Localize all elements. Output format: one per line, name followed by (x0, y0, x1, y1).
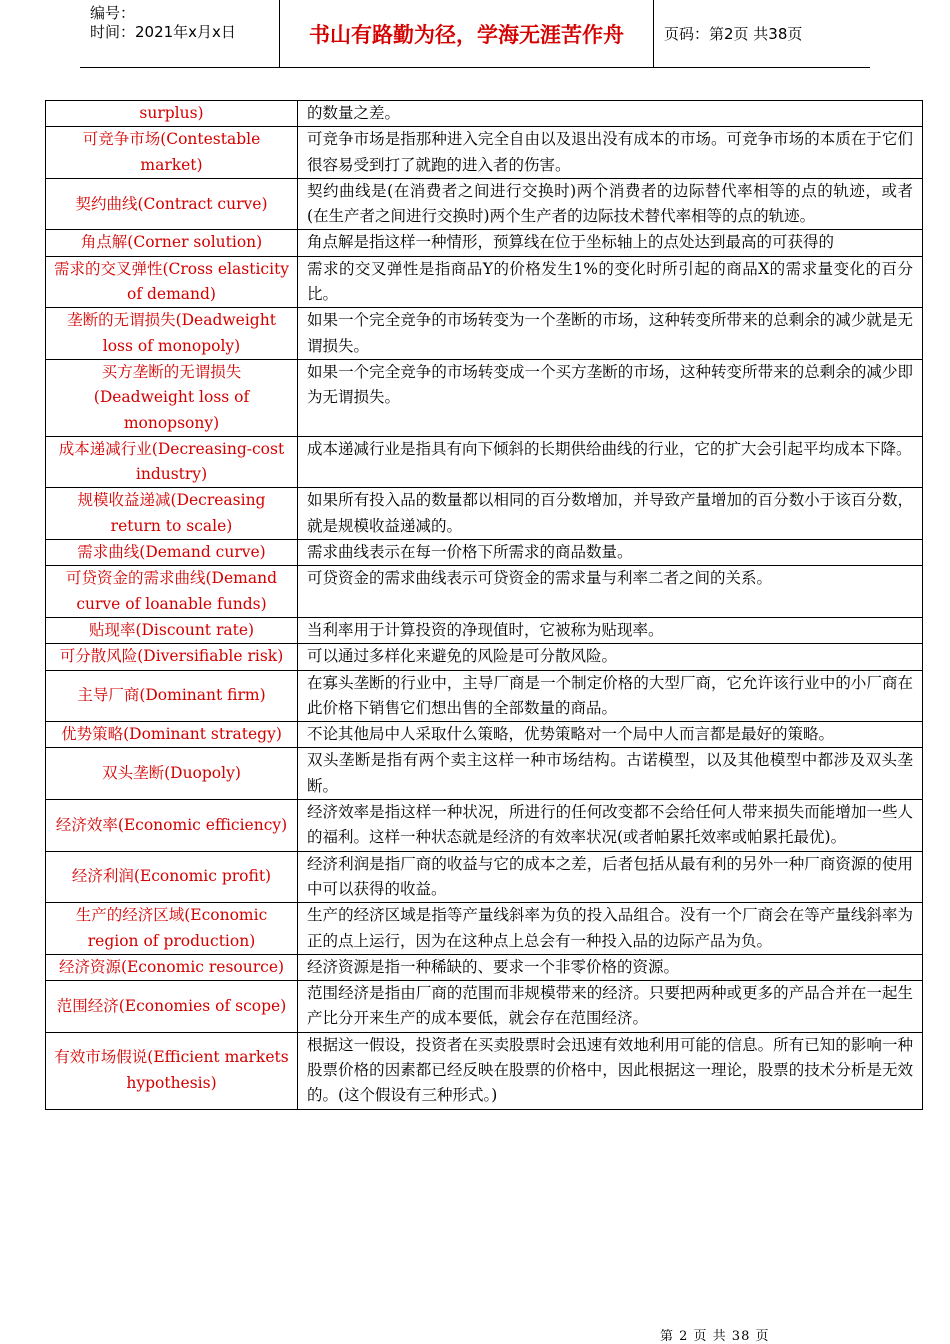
table-row (46, 981, 923, 1033)
header-motto: 书山有路勤为径，学海无涯苦作舟 (280, 0, 654, 67)
glossary-term: 生产的经济区域(Economic region of production) (46, 903, 298, 955)
table-row (46, 1032, 923, 1109)
header-meta (80, 0, 280, 67)
table-row (46, 670, 923, 722)
glossary-definition: 可竞争市场是指那种进入完全自由以及退出没有成本的市场。可竞争市场的本质在于它们很容易受到打了就跑的进入者的伤害。 (298, 127, 923, 179)
glossary-term: 可竞争市场(Contestable market) (46, 127, 298, 179)
glossary-term: 主导厂商(Dominant firm) (46, 670, 298, 722)
glossary-definition: 双头垄断是指有两个卖主这样一种市场结构。古诺模型，以及其他模型中都涉及双头垄断。 (298, 748, 923, 800)
table-row (46, 748, 923, 800)
glossary-definition: 角点解是指这样一种情形，预算线在位于坐标轴上的点处达到最高的可获得的 (298, 230, 923, 256)
page-header (80, 0, 870, 68)
glossary-definition: 经济资源是指一种稀缺的、要求一个非零价格的资源。 (298, 954, 923, 980)
table-row (46, 101, 923, 127)
glossary-definition: 成本递减行业是指具有向下倾斜的长期供给曲线的行业，它的扩大会引起平均成本下降。 (298, 436, 923, 488)
glossary-definition: 生产的经济区域是指等产量线斜率为负的投入品组合。没有一个厂商会在等产量线斜率为正的点上运行，因为在这种点上总会有一种投入品的边际产品为负。 (298, 903, 923, 955)
page-footer: 第 2 页 共 38 页 (660, 1329, 770, 1344)
glossary-term: 经济资源(Economic resource) (46, 954, 298, 980)
glossary-definition: 如果所有投入品的数量都以相同的百分数增加，并导致产量增加的百分数小于该百分数，就是规模收益递减的。 (298, 488, 923, 540)
glossary-term: 成本递减行业(Decreasing-cost industry) (46, 436, 298, 488)
glossary-term: 可贷资金的需求曲线(Demand curve of loanable funds) (46, 566, 298, 618)
glossary-definition: 根据这一假设，投资者在买卖股票时会迅速有效地利用可能的信息。所有已知的影响一种股票价格的因素都已经反映在股票的价格中，因此根据这一理论，股票的技术分析是无效的。(这个假设有三种形式。) (298, 1032, 923, 1109)
table-row (46, 644, 923, 670)
glossary-term: 双头垄断(Duopoly) (46, 748, 298, 800)
table-row (46, 359, 923, 436)
glossary-definition: 的数量之差。 (298, 101, 923, 127)
glossary-definition: 如果一个完全竞争的市场转变为一个垄断的市场，这种转变所带来的总剩余的减少就是无谓损失。 (298, 308, 923, 360)
glossary-term: 需求的交叉弹性(Cross elasticity of demand) (46, 256, 298, 308)
table-row (46, 800, 923, 852)
table-row (46, 230, 923, 256)
glossary-definition: 经济效率是指这样一种状况，所进行的任何改变都不会给任何人带来损失而能增加一些人的福利。这样一种状态就是经济的有效率状况(或者帕累托效率或帕累托最优)。 (298, 800, 923, 852)
glossary-definition: 可以通过多样化来避免的风险是可分散风险。 (298, 644, 923, 670)
glossary-definition: 当利率用于计算投资的净现值时，它被称为贴现率。 (298, 617, 923, 643)
glossary-definition: 不论其他局中人采取什么策略，优势策略对一个局中人而言都是最好的策略。 (298, 722, 923, 748)
table-row (46, 540, 923, 566)
glossary-term: 需求曲线(Demand curve) (46, 540, 298, 566)
glossary-definition: 需求曲线表示在每一价格下所需求的商品数量。 (298, 540, 923, 566)
glossary-definition: 需求的交叉弹性是指商品Y的价格发生1%的变化时所引起的商品X的需求量变化的百分比。 (298, 256, 923, 308)
glossary-term: 经济利润(Economic profit) (46, 851, 298, 903)
table-row (46, 308, 923, 360)
glossary-term: 规模收益递减(Decreasing return to scale) (46, 488, 298, 540)
glossary-term: 契约曲线(Contract curve) (46, 178, 298, 230)
glossary-term: 有效市场假说(Efficient markets hypothesis) (46, 1032, 298, 1109)
glossary-term: 角点解(Corner solution) (46, 230, 298, 256)
glossary-term: 贴现率(Discount rate) (46, 617, 298, 643)
table-row (46, 617, 923, 643)
table-row (46, 566, 923, 618)
glossary-definition: 如果一个完全竞争的市场转变成一个买方垄断的市场，这种转变所带来的总剩余的减少即为无谓损失。 (298, 359, 923, 436)
glossary-definition: 经济利润是指厂商的收益与它的成本之差，后者包括从最有利的另外一种厂商资源的使用中可以获得的收益。 (298, 851, 923, 903)
table-row (46, 178, 923, 230)
table-row (46, 127, 923, 179)
table-row (46, 488, 923, 540)
table-row (46, 256, 923, 308)
table-row (46, 851, 923, 903)
glossary-term: surplus) (46, 101, 298, 127)
glossary-definition: 范围经济是指由厂商的范围而非规模带来的经济。只要把两种或更多的产品合并在一起生产比分开来生产的成本要低，就会存在范围经济。 (298, 981, 923, 1033)
glossary-term: 买方垄断的无谓损失(Deadweight loss of monopsony) (46, 359, 298, 436)
glossary-term: 范围经济(Economies of scope) (46, 981, 298, 1033)
header-page-code: 页码：第2页 共38页 (664, 25, 803, 43)
glossary-definition: 契约曲线是(在消费者之间进行交换时)两个消费者的边际替代率相等的点的轨迹，或者(在生产者之间进行交换时)两个生产者的边际技术替代率相等的点的轨迹。 (298, 178, 923, 230)
table-row (46, 722, 923, 748)
table-row (46, 436, 923, 488)
glossary-term: 可分散风险(Diversifiable risk) (46, 644, 298, 670)
document-time-label: 时间：2021年x月x日 (90, 23, 236, 41)
table-row (46, 954, 923, 980)
glossary-definition: 可贷资金的需求曲线表示可贷资金的需求量与利率二者之间的关系。 (298, 566, 923, 618)
glossary-term: 垄断的无谓损失(Deadweight loss of monopoly) (46, 308, 298, 360)
glossary-term: 经济效率(Economic efficiency) (46, 800, 298, 852)
glossary-term: 优势策略(Dominant strategy) (46, 722, 298, 748)
glossary-definition: 在寡头垄断的行业中，主导厂商是一个制定价格的大型厂商，它允许该行业中的小厂商在此价格下销售它们想出售的全部数量的商品。 (298, 670, 923, 722)
glossary-table (45, 100, 923, 1110)
document-number-label: 编号： (90, 4, 136, 22)
table-row (46, 903, 923, 955)
